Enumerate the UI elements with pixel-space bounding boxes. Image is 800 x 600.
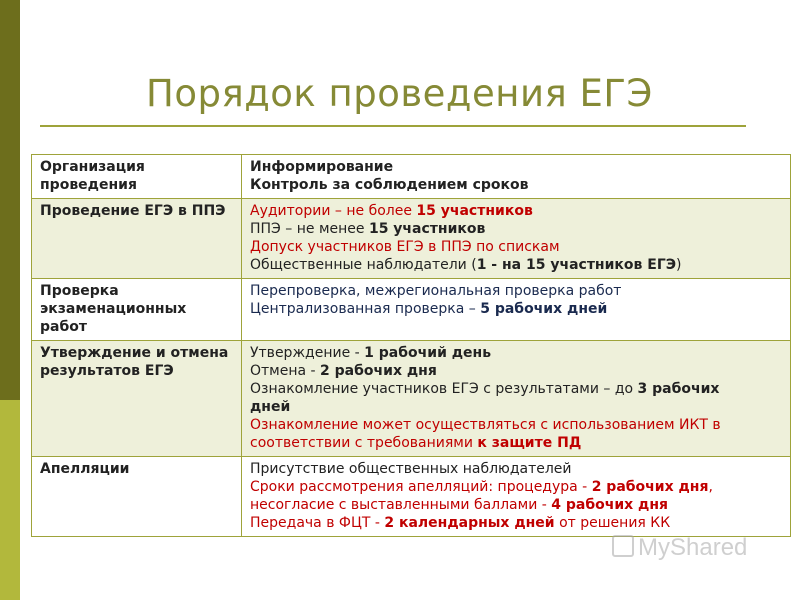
text-segment: 2 рабочих дня <box>320 363 437 379</box>
table-row <box>32 199 791 279</box>
row-label: Утверждение и отмена результатов ЕГЭ <box>32 341 242 457</box>
row-content <box>242 155 791 199</box>
row-content <box>242 279 791 341</box>
text-segment: Централизованная проверка – <box>250 301 481 317</box>
content-line <box>250 282 782 300</box>
text-segment: Отмена - <box>250 363 321 379</box>
row-content <box>242 199 791 279</box>
text-segment: 5 рабочих дней <box>480 301 608 317</box>
text-segment: соответствии с требованиями <box>250 435 478 451</box>
table-row <box>32 341 791 457</box>
slide-title: Порядок проведения ЕГЭ <box>146 72 653 115</box>
row-label: Проверка экзаменационных работ <box>32 279 242 341</box>
text-segment: 3 рабочих <box>637 381 720 397</box>
text-segment: Контроль за соблюдением сроков <box>250 177 529 193</box>
text-segment: Допуск участников ЕГЭ в ППЭ по спискам <box>250 239 560 255</box>
text-segment: 15 участников <box>368 221 486 237</box>
content-line <box>250 398 782 416</box>
row-label: Апелляции <box>32 457 242 537</box>
text-segment: к защите ПД <box>477 435 582 451</box>
text-segment: 1 рабочий день <box>364 345 492 361</box>
content-line <box>250 514 782 532</box>
text-segment: 2 рабочих дня <box>591 479 709 495</box>
text-segment: ППЭ – не менее <box>250 221 369 237</box>
row-content <box>242 457 791 537</box>
text-segment: несогласие с выставленными баллами - <box>250 497 552 513</box>
text-segment: от решения КК <box>554 515 671 531</box>
text-segment: 15 участников <box>416 203 533 219</box>
content-line <box>250 300 782 318</box>
text-segment: Общественные наблюдатели ( <box>250 257 477 273</box>
content-line <box>250 416 782 434</box>
text-segment: Перепроверка, межрегиональная проверка работ <box>250 283 622 299</box>
table-row <box>32 457 791 537</box>
text-segment: дней <box>250 399 291 415</box>
row-label: Организация проведения <box>32 155 242 199</box>
content-line <box>250 478 782 496</box>
text-segment: 4 рабочих дня <box>551 497 669 513</box>
text-segment: , <box>708 479 713 495</box>
decorative-side-bar-light <box>0 400 20 600</box>
text-segment: Утверждение - <box>250 345 365 361</box>
content-line <box>250 434 782 452</box>
content-line <box>250 380 782 398</box>
text-segment: Присутствие общественных наблюдателей <box>250 461 572 477</box>
text-segment: Ознакомление участников ЕГЭ с результатами – до <box>250 381 638 397</box>
text-segment: Сроки рассмотрения апелляций: процедура - <box>250 479 592 495</box>
watermark-text: MyShared <box>638 534 748 561</box>
content-line <box>250 496 782 514</box>
content-line <box>250 202 782 220</box>
text-segment: Ознакомление может осуществляться с использованием ИКТ в <box>250 417 721 433</box>
title-underline <box>40 125 746 127</box>
text-segment: Аудитории – не более <box>250 203 417 219</box>
content-line <box>250 344 782 362</box>
row-label: Проведение ЕГЭ в ППЭ <box>32 199 242 279</box>
table-row <box>32 279 791 341</box>
text-segment: Информирование <box>250 159 394 175</box>
content-line <box>250 238 782 256</box>
content-line <box>250 460 782 478</box>
content-line <box>250 362 782 380</box>
content-line <box>250 176 782 194</box>
content-line <box>250 220 782 238</box>
text-segment: 1 - на 15 участников ЕГЭ <box>476 257 677 273</box>
content-line <box>250 158 782 176</box>
watermark-logo <box>612 534 747 562</box>
content-line <box>250 256 782 274</box>
procedure-table <box>31 154 791 537</box>
decorative-side-bar-dark <box>0 0 20 400</box>
text-segment: 2 календарных дней <box>384 515 555 531</box>
cart-icon <box>612 535 634 557</box>
text-segment: Передача в ФЦТ - <box>250 515 385 531</box>
text-segment: ) <box>676 257 682 273</box>
table-row <box>32 155 791 199</box>
row-content <box>242 341 791 457</box>
